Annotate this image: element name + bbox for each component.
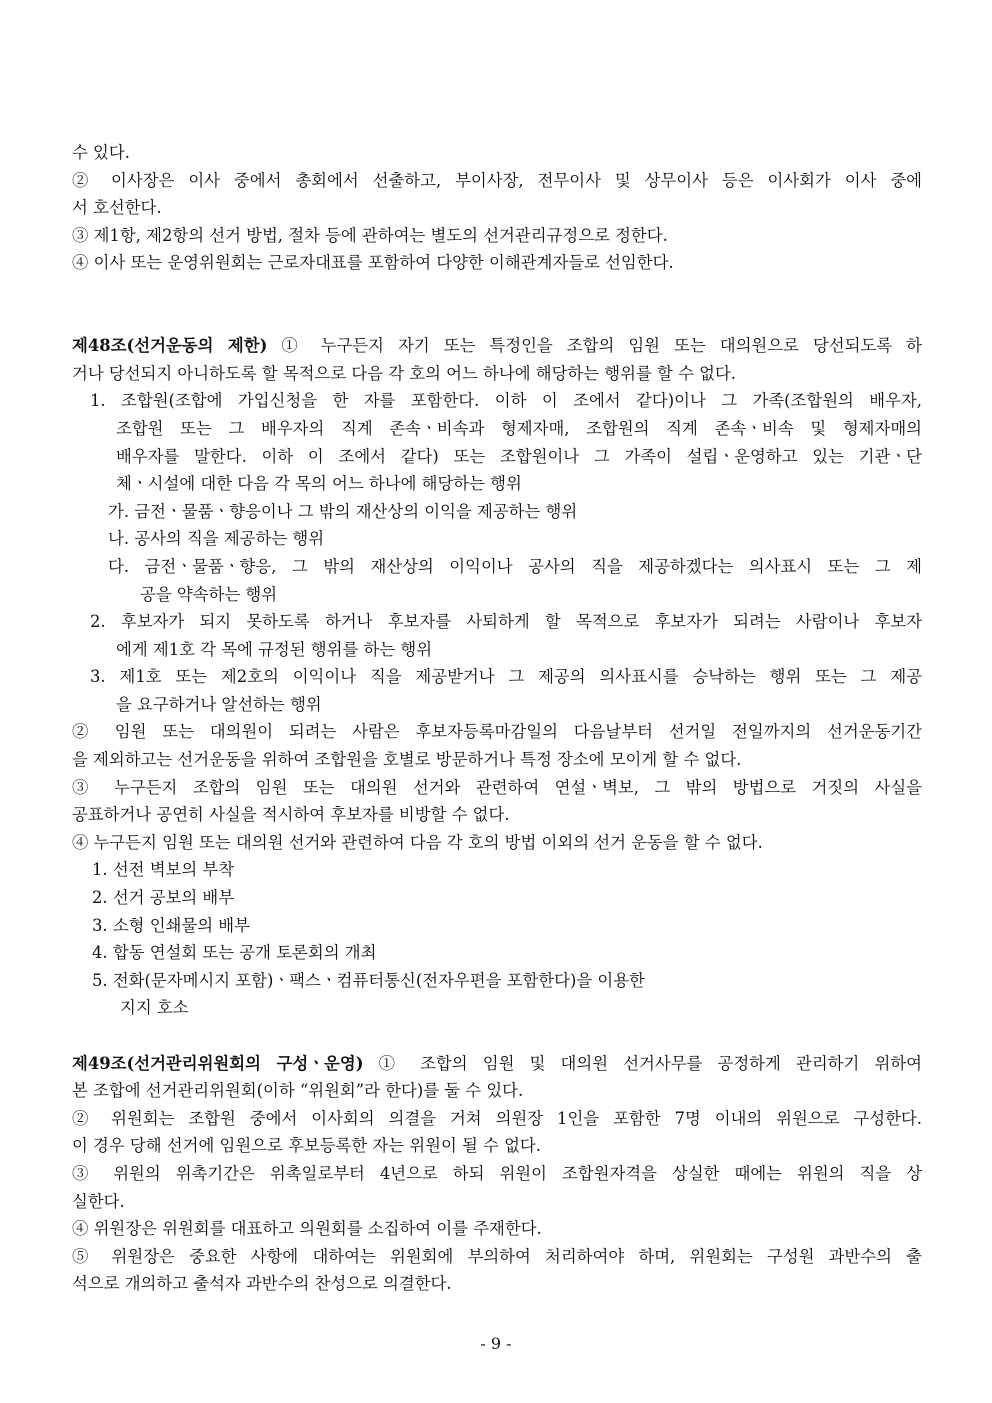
text-line: ③ 위원의 위촉기간은 위촉일로부터 4년으로 하되 위원이 조합원자격을 상실한 때에는 위원의 직을 상 (72, 1163, 922, 1183)
list-item: 2. 선거 공보의 배부 (92, 888, 235, 908)
text-line: 조합원 또는 그 배우자의 직계 존속ㆍ비속과 형제자매, 조합원의 직계 존속ㆍ비속 및 형제자매의 (116, 418, 922, 438)
sub-item: 가. 금전ㆍ물품ㆍ향응이나 그 밖의 재산상의 이익을 제공하는 행위 (108, 501, 578, 521)
text-line: 거나 당선되지 아니하도록 할 목적으로 다음 각 호의 어느 하나에 해당하는 행위를 할 수 없다. (72, 363, 736, 383)
sub-item: 다. 금전ㆍ물품ㆍ향응, 그 밖의 재산상의 이익이나 공사의 직을 제공하겠다는 의사표시 또는 그 제 (108, 556, 922, 576)
text-line: 수 있다. (72, 143, 130, 162)
text-line: 을 요구하거나 알선하는 행위 (116, 694, 322, 714)
text-span: ① 조합의 임원 및 대의원 선거사무를 공정하게 관리하기 위하여 (363, 1053, 922, 1073)
text-line: ③ 누구든지 조합의 임원 또는 대의원 선거와 관련하여 연설ㆍ벽보, 그 밖의 방법으로 거짓의 사실을 (72, 777, 922, 797)
text-line: 실한다. (72, 1191, 125, 1211)
article-49-intro (72, 1050, 922, 1078)
text-line: ② 임원 또는 대의원이 되려는 사람은 후보자등록마감일의 다음날부터 선거일 전일까지의 선거운동기간 (72, 722, 922, 742)
text-line: ⑤ 위원장은 중요한 사항에 대하여는 위원회에 부의하여 처리하여야 하며, 위원회는 구성원 과반수의 출 (72, 1246, 922, 1266)
list-item: 5. 전화(문자메시지 포함)ㆍ팩스ㆍ컴퓨터통신(전자우편을 포함한다)을 이용한 (92, 970, 645, 990)
list-item: 3. 제1호 또는 제2호의 이익이나 직을 제공받거나 그 제공의 의사표시를 승낙하는 행위 또는 그 제공 (90, 667, 922, 687)
text-line: ④ 이사 또는 운영위원회는 근로자대표를 포함하여 다양한 이해관계자들로 선임한다. (72, 253, 674, 273)
text-span: ① 누구든지 자기 또는 특정인을 조합의 임원 또는 대의원으로 당선되도록 하 (267, 336, 922, 356)
text-line: 서 호선한다. (72, 198, 162, 218)
text-line: ③ 제1항, 제2항의 선거 방법, 절차 등에 관하여는 별도의 선거관리규정으로 정한다. (72, 225, 668, 245)
text-line: ④ 누구든지 임원 또는 대의원 선거와 관련하여 다음 각 호의 방법 이외의 선거 운동을 할 수 없다. (72, 832, 763, 852)
list-item: 1. 선전 벽보의 부착 (92, 860, 235, 880)
list-item: 3. 소형 인쇄물의 배부 (92, 915, 250, 935)
list-item: 2. 후보자가 되지 못하도록 하거나 후보자를 사퇴하게 할 목적으로 후보자가 되려는 사람이나 후보자 (90, 612, 922, 632)
list-item: 1. 조합원(조합에 가입신청을 한 자를 포함한다. 이하 이 조에서 같다)이나 그 가족(조합원의 배우자, (90, 391, 922, 411)
text-line: 에게 제1호 각 목에 규정된 행위를 하는 행위 (116, 639, 433, 659)
text-line: 지지 호소 (120, 998, 189, 1018)
text-line: 본 조합에 선거관리위원회(이하 “위원회”라 한다)를 둘 수 있다. (72, 1081, 524, 1101)
article-48-intro (72, 332, 922, 360)
text-line: 공을 약속하는 행위 (140, 584, 278, 604)
text-line: ② 이사장은 이사 중에서 총회에서 선출하고, 부이사장, 전무이사 및 상무이사 등은 이사회가 이사 중에 (72, 170, 922, 190)
article-49-heading: 제49조(선거관리위원회의 구성ㆍ운영) (72, 1053, 364, 1073)
page-number: - 9 - (480, 1334, 512, 1353)
text-line: 이 경우 당해 선거에 임원으로 후보등록한 자는 위원이 될 수 없다. (72, 1136, 541, 1156)
text-line: ② 위원회는 조합원 중에서 이사회의 의결을 거쳐 의원장 1인을 포함한 7명 이내의 위원으로 구성한다. (72, 1108, 922, 1128)
text-line: 체ㆍ시설에 대한 다음 각 목의 어느 하나에 해당하는 행위 (116, 474, 522, 494)
text-line: ④ 위원장은 위원회를 대표하고 의원회를 소집하여 이를 주재한다. (72, 1219, 542, 1239)
sub-item: 나. 공사의 직을 제공하는 행위 (108, 529, 325, 549)
text-line: 석으로 개의하고 출석자 과반수의 찬성으로 의결한다. (72, 1274, 452, 1294)
text-line: 배우자를 말한다. 이하 이 조에서 같다) 또는 조합원이나 그 가족이 설립ㆍ운영하고 있는 기관ㆍ단 (116, 446, 922, 466)
article-48-heading: 제48조(선거운동의 제한) (72, 336, 268, 356)
text-line: 공표하거나 공연히 사실을 적시하여 후보자를 비방할 수 없다. (72, 805, 510, 825)
text-line: 을 제외하고는 선거운동을 위하여 조합원을 호별로 방문하거나 특정 장소에 모이게 할 수 없다. (72, 750, 742, 770)
list-item: 4. 합동 연설회 또는 공개 토론회의 개최 (92, 943, 377, 963)
document-body (72, 139, 922, 1298)
